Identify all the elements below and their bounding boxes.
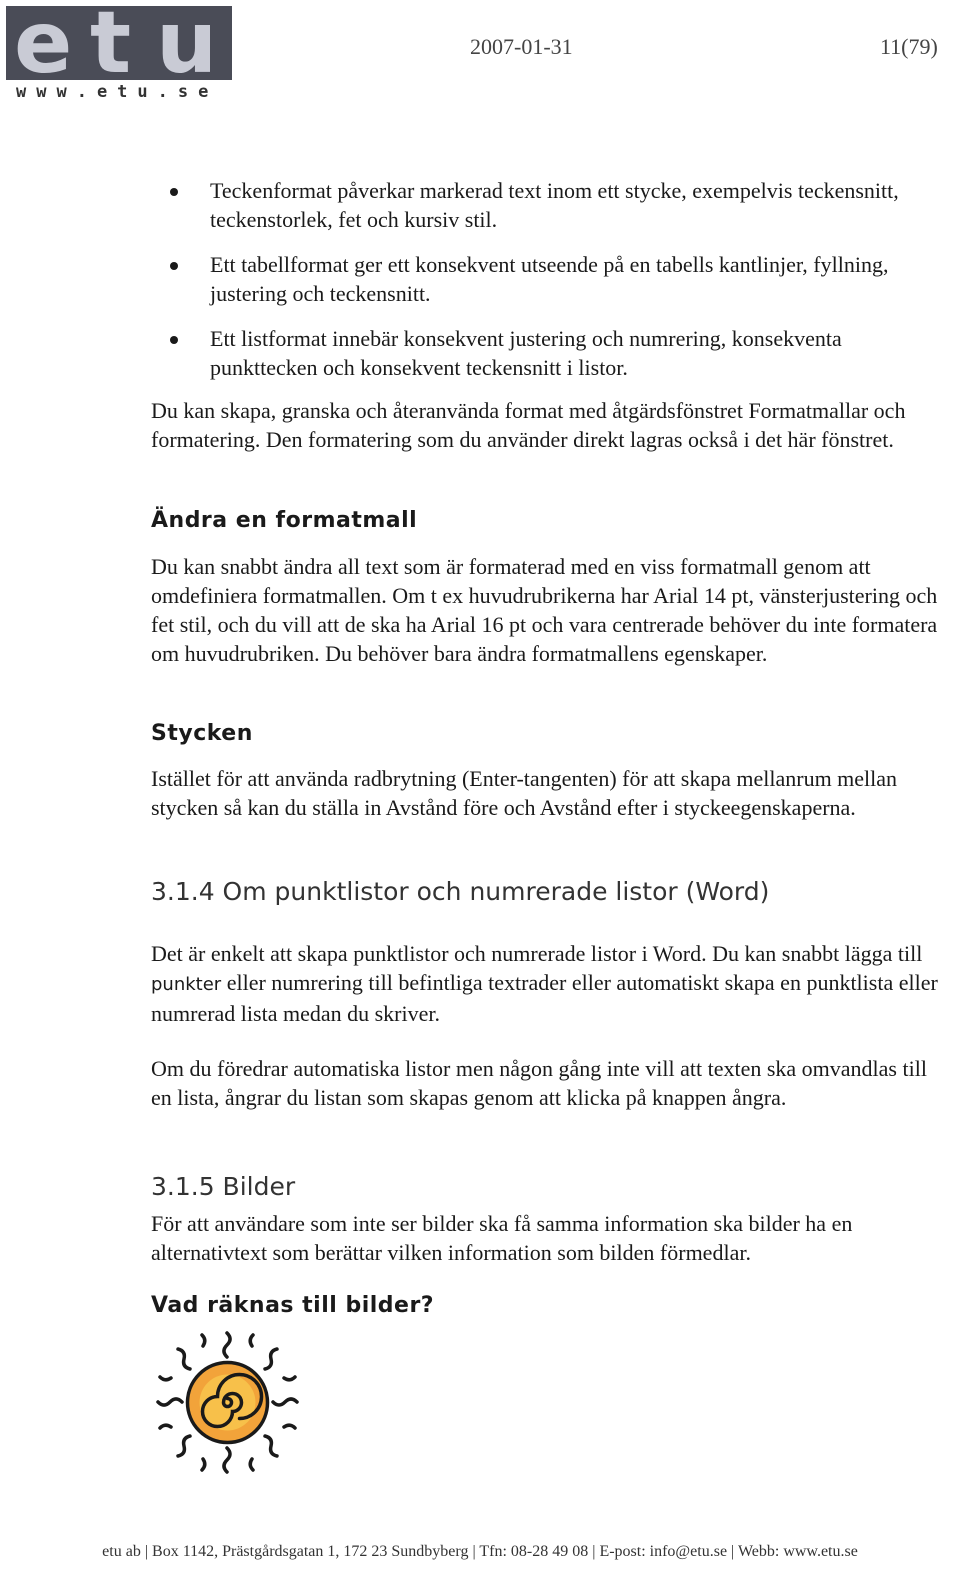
header-date: 2007-01-31 <box>470 34 573 59</box>
etu-logo <box>6 0 232 104</box>
paragraph-text: Det är enkelt att skapa punktlistor och numrerade listor i Word. Du kan snabbt lägga till <box>151 941 923 966</box>
logo-url: www.etu.se <box>16 82 219 102</box>
paragraph-formatmallar: Du kan skapa, granska och återanvända format med åtgärdsfönstret Formatmallar och formatering. Den formatering som du använder direkt lagras också i det här fönstret. <box>151 398 906 452</box>
heading-stycken: Stycken <box>151 721 253 746</box>
list-item <box>170 176 930 234</box>
paragraph-punktlistor <box>151 939 946 1028</box>
heading-andra-formatmall: Ändra en formatmall <box>151 508 418 533</box>
bullet-text: Ett listformat innebär konsekvent justering och numrering, konsekventa punkttecken och konsekvent teckensnitt i listor. <box>210 326 842 380</box>
bullet-text: Ett tabellformat ger ett konsekvent utseende på en tabells kantlinjer, fyllning, justering och teckensnitt. <box>210 252 889 306</box>
logo-letter-t: t <box>90 0 130 93</box>
list-item <box>170 324 930 382</box>
format-bullet-list <box>170 176 930 382</box>
paragraph-omdefiniera: Du kan snabbt ändra all text som är formaterad med en viss formatmall genom att omdefiniera formatmallen. Om t ex huvudrubrikerna har Arial 14 pt, vänsterjustering och fet stil, och du vill att de ska ha Arial 16 pt och vara centrerade behöver du inte formatera om huvudrubriken. Du behöver bara ändra formatmallens egenskaper. <box>151 554 938 666</box>
logo-letter-e: e <box>14 0 71 93</box>
page-number: 11(79) <box>880 34 938 59</box>
logo-letter-u: u <box>156 0 216 93</box>
sun-illustration <box>150 1325 305 1480</box>
bullet-icon <box>170 262 178 270</box>
paragraph-stycken: Istället för att använda radbrytning (Enter-tangenten) för att skapa mellanrum mellan stycken så kan du ställa in Avstånd före och Avstånd efter i styckeegenskaperna. <box>151 766 898 820</box>
paragraph-bilder: För att användare som inte ser bilder ska få samma information ska bilder ha en alternativtext som berättar vilken information som bilden förmedlar. <box>151 1211 853 1265</box>
bullet-text: Teckenformat påverkar markerad text inom ett stycke, exempelvis teckensnitt, teckenstorlek, fet och kursiv stil. <box>210 178 899 232</box>
heading-section-3-1-5: 3.1.5 Bilder <box>151 1172 296 1201</box>
list-item <box>170 250 930 308</box>
page-footer: etu ab | Box 1142, Prästgårdsgatan 1, 172 23 Sundbyberg | Tfn: 08-28 49 08 | E-post: info@etu.se | Webb: www.etu.se <box>102 1543 858 1560</box>
bullet-icon <box>170 336 178 344</box>
inline-term-punkter: punkter <box>151 974 222 995</box>
bullet-icon <box>170 188 178 196</box>
heading-section-3-1-4: 3.1.4 Om punktlistor och numrerade listor (Word) <box>151 877 770 906</box>
heading-vad-raknas: Vad räknas till bilder? <box>151 1293 435 1318</box>
paragraph-text: eller numrering till befintliga textrader eller automatiskt skapa en punktlista eller numrerad lista medan du skriver. <box>151 970 938 1026</box>
sun-icon <box>150 1325 305 1480</box>
paragraph-automatiska-listor: Om du föredrar automatiska listor men någon gång inte vill att texten ska omvandlas till en lista, ångrar du listan som skapas genom att klicka på knappen ångra. <box>151 1056 927 1110</box>
